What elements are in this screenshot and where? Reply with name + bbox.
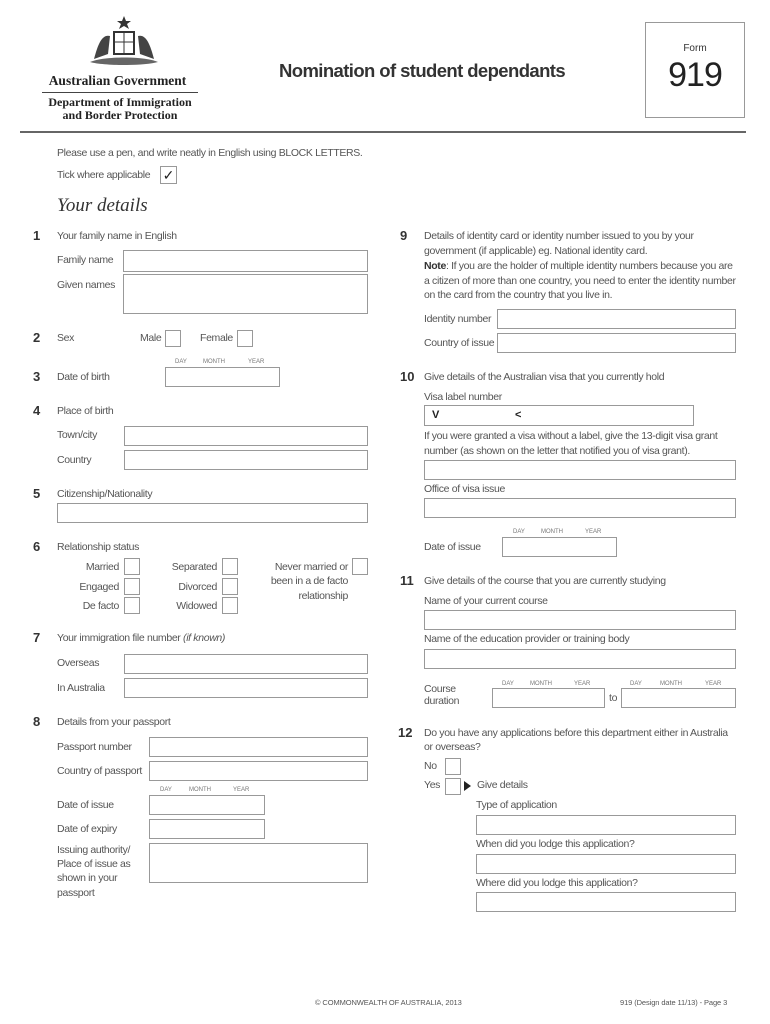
relationship-label: Relationship status — [57, 541, 140, 553]
month-label: MONTH — [530, 681, 552, 687]
q10-line-1: If you were granted a visa without a label, give the 13-digit visa grant — [424, 430, 718, 442]
visa-label-number-label: Visa label number — [424, 391, 502, 403]
q9-line-3: : If you are the holder of multiple identity numbers because you are — [445, 260, 733, 272]
australia-label: In Australia — [57, 682, 105, 694]
never-married-label-2: been in a de facto — [270, 575, 348, 587]
never-married-label-3: relationship — [298, 590, 348, 602]
dob-input[interactable] — [165, 367, 280, 387]
dept-line-2: and Border Protection — [62, 108, 178, 122]
never-married-label-1: Never married or — [274, 561, 348, 573]
issuing-authority-label-1: Issuing authority/ — [57, 844, 131, 856]
department-name — [40, 96, 200, 122]
q12-line-1: Do you have any applications before this department either in Australia — [424, 727, 728, 739]
lodge-where-label: Where did you lodge this application? — [476, 877, 638, 889]
instruction-text: Please use a pen, and write neatly in English using BLOCK LETTERS. — [57, 147, 363, 159]
form-number-box — [645, 22, 745, 118]
issuing-authority-label-3: shown in your — [57, 872, 118, 884]
dob-label: Date of birth — [57, 371, 110, 383]
defacto-checkbox[interactable] — [124, 597, 140, 614]
engaged-checkbox[interactable] — [124, 578, 140, 595]
country-of-issue-label: Country of issue — [424, 337, 495, 349]
visa-separator: < — [515, 409, 522, 421]
given-names-label: Given names — [57, 279, 116, 291]
file-number-label — [57, 632, 225, 644]
passport-issue-label: Date of issue — [57, 799, 114, 811]
town-input[interactable] — [124, 426, 368, 446]
visa-issue-date-input[interactable] — [502, 537, 617, 557]
passport-country-input[interactable] — [149, 761, 368, 781]
q9-line-2: government (if applicable) eg. National identity card. — [424, 245, 648, 257]
q9-line-4: a citizen of more than one country, you need to enter the identity number — [424, 275, 736, 287]
citizenship-label: Citizenship/Nationality — [57, 488, 153, 500]
visa-issue-date-label: Date of issue — [424, 541, 481, 553]
course-duration-label-2: duration — [424, 695, 460, 707]
month-label: MONTH — [203, 359, 225, 365]
question-number: 11 — [400, 573, 414, 588]
day-label: DAY — [502, 681, 514, 687]
sex-label: Sex — [57, 332, 75, 344]
country-of-issue-input[interactable] — [497, 333, 736, 353]
header-rule — [20, 131, 746, 133]
page-title: Nomination of student dependants — [279, 60, 566, 81]
town-label: Town/city — [57, 429, 98, 441]
yes-checkbox[interactable] — [445, 778, 461, 795]
course-name-label: Name of your current course — [424, 595, 548, 607]
overseas-file-input[interactable] — [124, 654, 368, 674]
never-married-checkbox[interactable] — [352, 558, 368, 575]
visa-prefix-v: V — [432, 409, 440, 421]
q10-label: Give details of the Australian visa that you currently hold — [424, 371, 665, 383]
question-number: 10 — [400, 369, 415, 384]
day-label: DAY — [630, 681, 642, 687]
divorced-checkbox[interactable] — [222, 578, 238, 595]
org-name: Australian Government — [48, 73, 187, 88]
lodge-when-input[interactable] — [476, 854, 736, 874]
citizenship-input[interactable] — [57, 503, 368, 523]
if-known-text: (if known) — [183, 632, 226, 644]
passport-expiry-input[interactable] — [149, 819, 265, 839]
divorced-label: Divorced — [178, 581, 217, 593]
q9-line-5: on the card from the country that you live in. — [424, 289, 613, 301]
issuing-authority-input[interactable] — [149, 843, 368, 883]
question-number: 2 — [33, 330, 41, 345]
provider-input[interactable] — [424, 649, 736, 669]
tick-example-checkbox: ✓ — [160, 166, 177, 184]
defacto-label: De facto — [82, 600, 119, 612]
logo-divider — [42, 92, 198, 93]
year-label: YEAR — [705, 681, 722, 687]
no-checkbox[interactable] — [445, 758, 461, 775]
question-number: 4 — [33, 403, 41, 418]
yes-label: Yes — [424, 779, 441, 791]
widowed-label: Widowed — [176, 600, 217, 612]
coat-of-arms-logo — [84, 14, 164, 70]
month-label: MONTH — [541, 529, 563, 535]
issuing-authority-label-2: Place of issue as — [57, 858, 131, 870]
no-label: No — [424, 760, 437, 772]
year-label: YEAR — [574, 681, 591, 687]
issuing-authority-label-4: passport — [57, 887, 95, 899]
visa-grant-number-input[interactable] — [424, 460, 736, 480]
provider-label: Name of the education provider or training body — [424, 633, 630, 645]
form-label: Form — [683, 43, 707, 54]
copyright-text: © COMMONWEALTH OF AUSTRALIA, 2013 — [315, 998, 462, 1007]
q12-line-2: or overseas? — [424, 741, 481, 753]
pob-label: Place of birth — [57, 405, 114, 417]
question-number: 8 — [33, 714, 41, 729]
australia-file-input[interactable] — [124, 678, 368, 698]
question-number: 9 — [400, 228, 408, 243]
year-label: YEAR — [248, 359, 265, 365]
file-number-text: Your immigration file number — [57, 632, 181, 644]
office-label: Office of visa issue — [424, 483, 505, 495]
identity-number-input[interactable] — [497, 309, 736, 329]
male-label: Male — [140, 332, 162, 344]
q1-label: Your family name in English — [57, 230, 177, 242]
day-label: DAY — [160, 787, 172, 793]
visa-label-number-input[interactable] — [424, 405, 694, 426]
passport-issue-input[interactable] — [149, 795, 265, 815]
application-type-input[interactable] — [476, 815, 736, 835]
course-start-input[interactable] — [492, 688, 605, 708]
separated-label: Separated — [171, 561, 217, 573]
month-label: MONTH — [660, 681, 682, 687]
question-number: 3 — [33, 369, 41, 384]
male-checkbox[interactable] — [165, 330, 181, 347]
family-name-label: Family name — [57, 254, 114, 266]
passport-label: Details from your passport — [57, 716, 171, 728]
q11-label: Give details of the course that you are currently studying — [424, 575, 666, 587]
separated-checkbox[interactable] — [222, 558, 238, 575]
married-checkbox[interactable] — [124, 558, 140, 575]
tick-instruction: Tick where applicable — [57, 169, 151, 181]
year-label: YEAR — [233, 787, 250, 793]
give-details-label: Give details — [477, 779, 528, 791]
passport-country-label: Country of passport — [57, 765, 142, 777]
question-number: 7 — [33, 630, 41, 645]
q10-line-2: number (as shown on the letter that notified you of visa grant). — [424, 445, 690, 457]
day-label: DAY — [513, 529, 525, 535]
day-label: DAY — [175, 359, 187, 365]
dept-line-1: Department of Immigration — [48, 95, 192, 109]
passport-number-label: Passport number — [57, 741, 132, 753]
question-number: 6 — [33, 539, 41, 554]
note-label: Note — [424, 260, 446, 272]
lodge-when-label: When did you lodge this application? — [476, 838, 635, 850]
female-label: Female — [200, 332, 233, 344]
identity-number-label: Identity number — [424, 313, 492, 325]
course-duration-label-1: Course — [424, 683, 456, 695]
course-end-input[interactable] — [621, 688, 736, 708]
course-name-input[interactable] — [424, 610, 736, 630]
female-checkbox[interactable] — [237, 330, 253, 347]
country-label: Country — [57, 454, 92, 466]
married-label: Married — [85, 561, 119, 573]
form-number: 919 — [668, 56, 722, 94]
arrow-right-icon — [464, 781, 471, 791]
office-input[interactable] — [424, 498, 736, 518]
overseas-label: Overseas — [57, 657, 100, 669]
month-label: MONTH — [189, 787, 211, 793]
to-label: to — [609, 692, 618, 704]
passport-expiry-label: Date of expiry — [57, 823, 117, 835]
engaged-label: Engaged — [79, 581, 119, 593]
given-names-input[interactable] — [123, 274, 368, 314]
page-info: 919 (Design date 11/13) - Page 3 — [620, 998, 728, 1007]
section-title: Your details — [57, 195, 148, 216]
question-number: 1 — [33, 228, 41, 243]
question-number: 12 — [398, 725, 413, 740]
year-label: YEAR — [585, 529, 602, 535]
widowed-checkbox[interactable] — [222, 597, 238, 614]
passport-number-input[interactable] — [149, 737, 368, 757]
q9-line-1: Details of identity card or identity number issued to you by your — [424, 230, 694, 242]
q9-note — [424, 260, 733, 272]
family-name-input[interactable] — [123, 250, 368, 272]
application-type-label: Type of application — [476, 799, 557, 811]
country-input[interactable] — [124, 450, 368, 470]
question-number: 5 — [33, 486, 41, 501]
lodge-where-input[interactable] — [476, 892, 736, 912]
